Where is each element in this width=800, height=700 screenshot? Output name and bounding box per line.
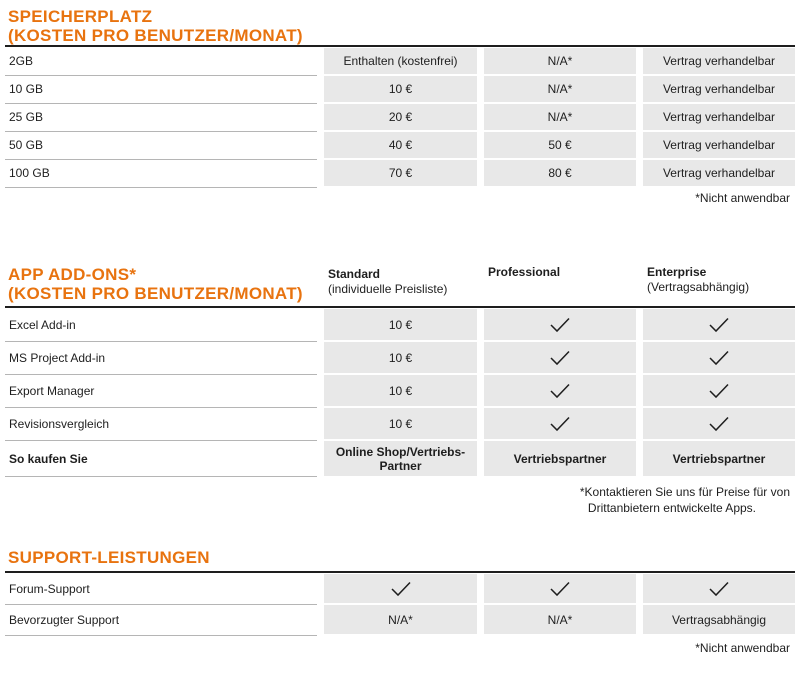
support-cell-standard: N/A* <box>324 605 477 634</box>
storage-row-label: 25 GB <box>9 110 44 124</box>
storage-cell-enterprise: Vertrag verhandelbar <box>643 48 795 74</box>
addons-title-line2: (KOSTEN PRO BENUTZER/MONAT) <box>8 284 303 303</box>
storage-cell-standard: Enthalten (kostenfrei) <box>324 48 477 74</box>
purchase-cell-standard <box>324 441 477 476</box>
checkmark-icon <box>708 416 730 432</box>
support-cell-professional: N/A* <box>484 605 636 634</box>
row-divider <box>5 103 317 104</box>
column-header-standard <box>328 267 447 297</box>
addon-cell-professional <box>484 309 636 340</box>
column-header-sub: (individuelle Preisliste) <box>328 282 448 296</box>
addon-cell-standard: 10 € <box>324 342 477 373</box>
addons-section-title <box>8 265 303 303</box>
addon-row-label: MS Project Add-in <box>9 350 106 365</box>
column-header-name: Standard <box>328 267 381 281</box>
storage-section-title <box>8 7 303 45</box>
storage-cell-standard: 40 € <box>324 132 477 158</box>
addon-cell-standard: 10 € <box>324 375 477 406</box>
storage-footnote: *Nicht anwendbar <box>695 191 790 205</box>
support-cell-standard <box>324 574 477 603</box>
storage-cell-enterprise: Vertrag verhandelbar <box>643 132 795 158</box>
storage-row-label: 100 GB <box>9 166 50 180</box>
checkmark-icon <box>549 317 571 333</box>
column-header-professional <box>488 265 560 280</box>
column-header-enterprise <box>647 265 749 295</box>
support-cell-professional <box>484 574 636 603</box>
support-footnote: *Nicht anwendbar <box>695 641 790 655</box>
storage-title-line1: SPEICHERPLATZ <box>8 7 153 26</box>
checkmark-icon <box>549 383 571 399</box>
addon-row-label: Revisionsvergleich <box>9 416 110 431</box>
checkmark-icon <box>549 350 571 366</box>
support-row-label: Forum-Support <box>9 581 90 596</box>
addon-cell-standard: 10 € <box>324 408 477 439</box>
storage-cell-standard: 10 € <box>324 76 477 102</box>
addons-title-line1: APP ADD-ONS* <box>8 265 137 284</box>
addons-footnote-line2: Drittanbietern entwickelte Apps. <box>587 501 756 515</box>
row-divider <box>5 187 317 188</box>
purchase-cell-professional: Vertriebspartner <box>484 441 636 476</box>
addon-cell-enterprise <box>643 342 795 373</box>
addons-footnote-line1: *Kontaktieren Sie uns für Preise für von <box>579 485 790 499</box>
addon-cell-professional <box>484 375 636 406</box>
addon-cell-professional <box>484 342 636 373</box>
storage-cell-standard: 70 € <box>324 160 477 186</box>
row-divider <box>5 635 317 636</box>
row-divider <box>5 476 317 477</box>
storage-row-label: 10 GB <box>9 82 44 96</box>
storage-cell-professional: N/A* <box>484 76 636 102</box>
storage-cell-professional: N/A* <box>484 104 636 130</box>
checkmark-icon <box>549 581 571 597</box>
addons-footnote <box>580 484 790 516</box>
addon-cell-enterprise <box>643 309 795 340</box>
addon-row-label: Export Manager <box>9 383 95 398</box>
storage-cell-standard: 20 € <box>324 104 477 130</box>
storage-cell-enterprise: Vertrag verhandelbar <box>643 160 795 186</box>
support-cell-enterprise: Vertragsabhängig <box>643 605 795 634</box>
storage-header-rule <box>5 45 795 47</box>
addon-cell-enterprise <box>643 375 795 406</box>
addon-cell-enterprise <box>643 408 795 439</box>
support-cell-enterprise <box>643 574 795 603</box>
column-header-sub: (Vertragsabhängig) <box>647 280 750 294</box>
purchase-cell-enterprise: Vertriebspartner <box>643 441 795 476</box>
storage-row-label: 50 GB <box>9 138 44 152</box>
addons-header-rule <box>5 306 795 308</box>
addon-cell-standard: 10 € <box>324 309 477 340</box>
column-header-name: Enterprise <box>647 265 707 279</box>
storage-cell-enterprise: Vertrag verhandelbar <box>643 104 795 130</box>
row-divider <box>5 131 317 132</box>
storage-row-label: 2GB <box>9 54 34 68</box>
storage-title-line2: (KOSTEN PRO BENUTZER/MONAT) <box>8 26 303 45</box>
support-section-title: SUPPORT-LEISTUNGEN <box>8 548 210 567</box>
addon-row-label: Excel Add-in <box>9 317 76 332</box>
storage-cell-professional: N/A* <box>484 48 636 74</box>
checkmark-icon <box>708 350 730 366</box>
checkmark-icon <box>708 317 730 333</box>
support-header-rule <box>5 571 795 573</box>
column-header-name: Professional <box>488 265 561 279</box>
checkmark-icon <box>708 581 730 597</box>
support-row-label: Bevorzugter Support <box>9 612 120 627</box>
checkmark-icon <box>708 383 730 399</box>
addon-cell-professional <box>484 408 636 439</box>
purchase-standard-line2: Partner <box>379 458 422 473</box>
storage-cell-enterprise: Vertrag verhandelbar <box>643 76 795 102</box>
checkmark-icon <box>390 581 412 597</box>
purchase-standard-line1: Online Shop/Vertriebs- <box>335 444 466 459</box>
storage-cell-professional: 50 € <box>484 132 636 158</box>
purchase-row-label: So kaufen Sie <box>9 451 88 466</box>
checkmark-icon <box>549 416 571 432</box>
storage-cell-professional: 80 € <box>484 160 636 186</box>
row-divider <box>5 75 317 76</box>
row-divider <box>5 159 317 160</box>
